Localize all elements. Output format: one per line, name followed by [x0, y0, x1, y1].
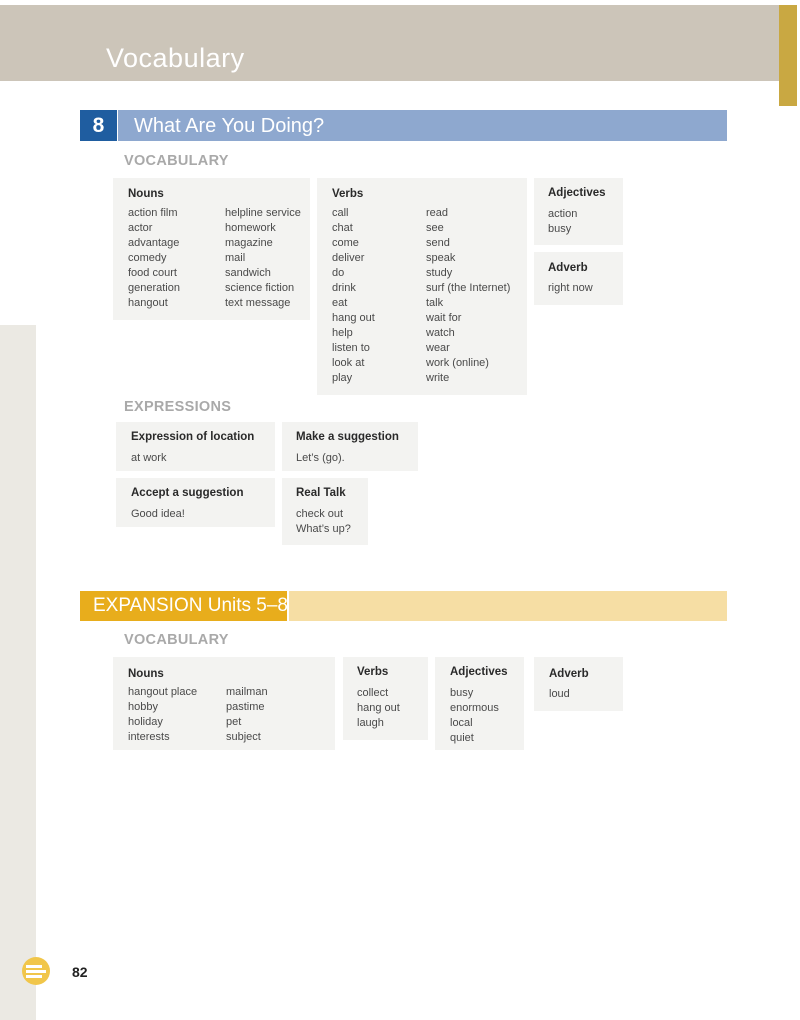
adjectives-title: Adjectives [548, 187, 606, 199]
word: loud [549, 688, 570, 700]
page-number: 82 [72, 964, 88, 980]
word: hangout place [128, 686, 198, 698]
word: Let’s (go). [296, 452, 345, 464]
expression-location-box [116, 422, 275, 471]
adverb-list [548, 281, 593, 296]
nouns-title: Nouns [128, 188, 164, 200]
expansion-verbs-box [343, 657, 428, 740]
word: Good idea! [131, 508, 185, 520]
expansion-adjectives-list [450, 686, 499, 746]
verbs-column-2 [426, 206, 510, 386]
expression-location-title: Expression of location [131, 431, 255, 443]
word: do [332, 267, 345, 279]
expression-location-list [131, 451, 166, 466]
adverb-title: Adverb [548, 262, 588, 274]
word: drink [332, 282, 356, 294]
expansion-nouns-title: Nouns [128, 668, 164, 680]
word: wait for [426, 312, 462, 324]
real-talk-box [282, 478, 368, 545]
make-suggestion-box [282, 422, 418, 471]
verbs-title: Verbs [332, 188, 364, 200]
adjectives-list [548, 207, 577, 237]
expansion-verbs-list [357, 686, 400, 731]
word: speak [426, 252, 456, 264]
expansion-adverb-title: Adverb [549, 668, 589, 680]
word: check out [296, 508, 344, 520]
word: read [426, 207, 449, 219]
word: at work [131, 452, 167, 464]
word: call [332, 207, 349, 219]
word: text message [225, 297, 291, 309]
word: busy [548, 223, 572, 235]
real-talk-title: Real Talk [296, 487, 346, 499]
expressions-heading: EXPRESSIONS [124, 399, 232, 415]
word: look at [332, 357, 365, 369]
word: surf (the Internet) [426, 282, 511, 294]
expansion-nouns-box [113, 657, 335, 750]
word: laugh [357, 717, 384, 729]
header-tab-accent [779, 5, 797, 106]
word: hang out [357, 702, 400, 714]
unit-number-badge: 8 [80, 110, 117, 141]
word: talk [426, 297, 444, 309]
word: study [426, 267, 453, 279]
accept-suggestion-title: Accept a suggestion [131, 487, 244, 499]
word: holiday [128, 716, 163, 728]
expansion-bar [289, 591, 727, 621]
page-title: Vocabulary [106, 43, 245, 73]
word: subject [226, 731, 261, 743]
word: see [426, 222, 444, 234]
unit-title: What Are You Doing? [134, 115, 325, 137]
word: hang out [332, 312, 375, 324]
nouns-box [113, 178, 310, 320]
word: work (online) [426, 357, 489, 369]
expansion-vocabulary-heading: VOCABULARY [124, 632, 229, 648]
word: enormous [450, 702, 499, 714]
word: collect [357, 687, 389, 699]
expansion-adverb-list [549, 687, 570, 702]
word: chat [332, 222, 353, 234]
expansion-nouns-column-2 [226, 685, 268, 745]
word: send [426, 237, 450, 249]
word: busy [450, 687, 474, 699]
word: generation [128, 282, 180, 294]
accept-suggestion-list [131, 507, 185, 522]
word: science fiction [225, 282, 295, 294]
word: write [426, 372, 450, 384]
word: hobby [128, 701, 158, 713]
word: quiet [450, 732, 474, 744]
word: sandwich [225, 267, 271, 279]
nouns-column-2 [225, 206, 301, 311]
word: mail [225, 252, 246, 264]
adjectives-box [534, 178, 623, 245]
word: listen to [332, 342, 370, 354]
accept-suggestion-box [116, 478, 275, 527]
word: play [332, 372, 353, 384]
expansion-nouns-column-1 [128, 685, 197, 745]
expansion-adjectives-box [435, 657, 524, 750]
word: mailman [226, 686, 268, 698]
word: local [450, 717, 473, 729]
word: eat [332, 297, 348, 309]
word: advantage [128, 237, 180, 249]
left-rail [0, 325, 36, 1020]
expansion-adjectives-title: Adjectives [450, 666, 508, 678]
word: helpline service [225, 207, 301, 219]
word: deliver [332, 252, 365, 264]
word: food court [128, 267, 177, 279]
word: homework [225, 222, 276, 234]
expansion-title: EXPANSION Units 5–8 [93, 595, 289, 616]
real-talk-list [296, 507, 351, 537]
word: watch [426, 327, 455, 339]
word: comedy [128, 252, 167, 264]
publisher-logo-icon [20, 955, 52, 987]
verbs-box [317, 178, 527, 395]
word: magazine [225, 237, 273, 249]
make-suggestion-list [296, 451, 345, 466]
word: actor [128, 222, 153, 234]
expansion-adverb-box [534, 657, 623, 711]
nouns-column-1 [128, 206, 180, 311]
word: wear [426, 342, 450, 354]
word: come [332, 237, 359, 249]
vocabulary-heading: VOCABULARY [124, 153, 229, 169]
word: interests [128, 731, 170, 743]
adverb-box [534, 252, 623, 305]
verbs-column-1 [332, 206, 375, 386]
word: action film [128, 207, 178, 219]
word: help [332, 327, 353, 339]
word: pastime [226, 701, 265, 713]
make-suggestion-title: Make a suggestion [296, 431, 399, 443]
word: right now [548, 282, 593, 294]
word: hangout [128, 297, 168, 309]
expansion-verbs-title: Verbs [357, 666, 389, 678]
word: pet [226, 716, 242, 728]
word: action [548, 208, 578, 220]
word: What’s up? [296, 523, 351, 535]
